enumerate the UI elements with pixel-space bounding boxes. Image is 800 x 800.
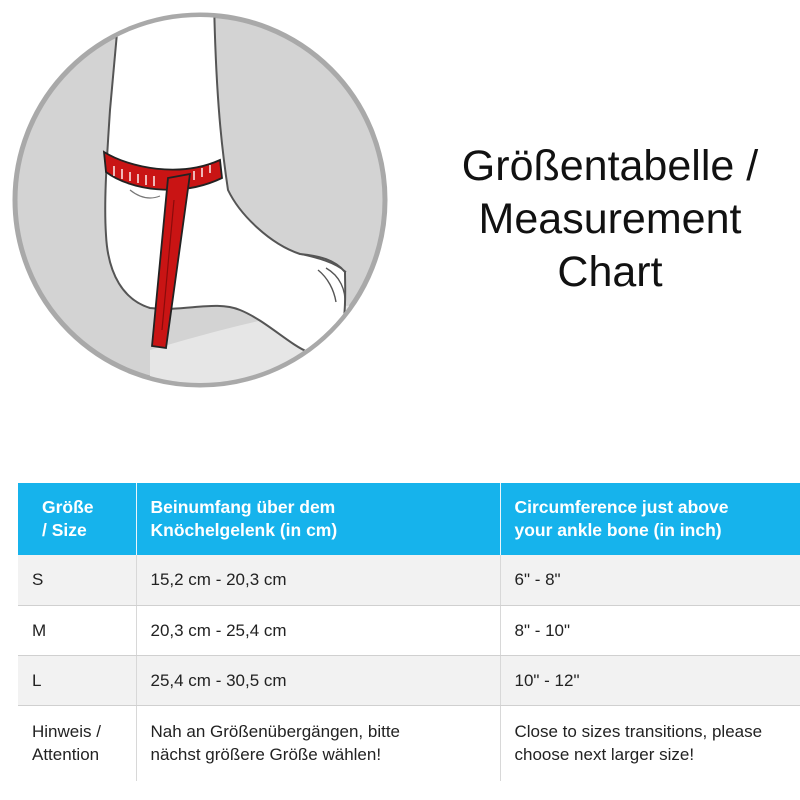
note-row: [18, 705, 800, 781]
inch-cell: 8" - 10": [500, 605, 800, 655]
ankle-measurement-illustration: [0, 0, 420, 430]
note-label: Hinweis / Attention: [18, 705, 136, 781]
note-german: Nah an Größenübergängen, bitte nächst größere Größe wählen!: [136, 705, 500, 781]
header-circumference-inch: Circumference just above your ankle bone (in inch): [500, 483, 800, 555]
table-row: [18, 555, 800, 605]
size-cell: L: [18, 655, 136, 705]
cm-cell: 20,3 cm - 25,4 cm: [136, 605, 500, 655]
cm-cell: 15,2 cm - 20,3 cm: [136, 555, 500, 605]
cm-cell: 25,4 cm - 30,5 cm: [136, 655, 500, 705]
inch-cell: 6" - 8": [500, 555, 800, 605]
ankle-measurement-icon: [0, 0, 420, 430]
table-row: [18, 605, 800, 655]
size-table: [18, 483, 800, 781]
note-english: Close to sizes transitions, please choose next larger size!: [500, 705, 800, 781]
table-row: [18, 655, 800, 705]
size-cell: S: [18, 555, 136, 605]
header-size: Größe / Size: [18, 483, 136, 555]
size-cell: M: [18, 605, 136, 655]
title-line-1: Größentabelle /: [461, 142, 759, 190]
header-circumference-cm: Beinumfang über dem Knöchelgelenk (in cm): [136, 483, 500, 555]
title-line-3: Chart: [557, 248, 663, 296]
chart-title: [420, 140, 800, 299]
title-line-2: Measurement: [478, 195, 742, 243]
table-header-row: [18, 483, 800, 555]
inch-cell: 10" - 12": [500, 655, 800, 705]
